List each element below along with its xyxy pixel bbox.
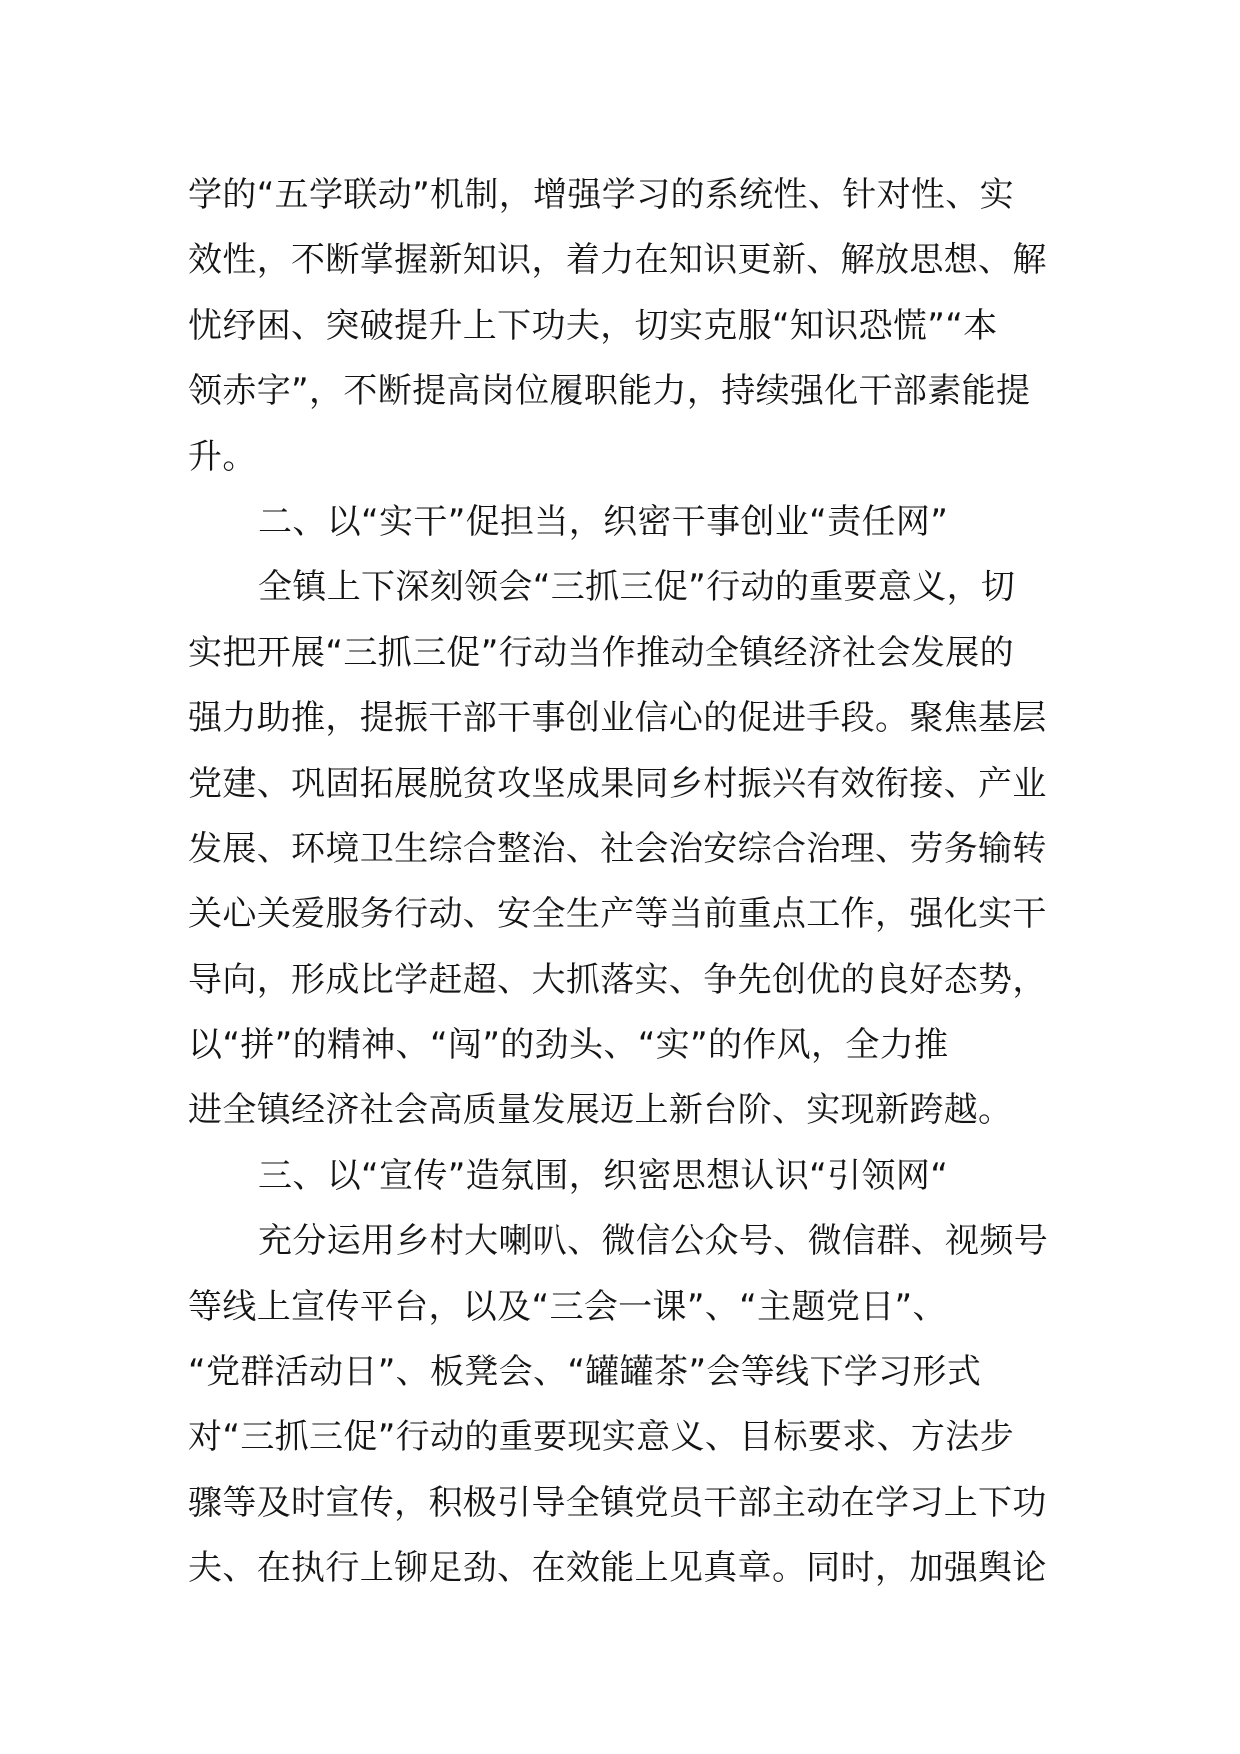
text-line: 学的“五学联动”机制，增强学习的系统性、针对性、实 (188, 175, 1014, 215)
text-line: 忧纾困、突破提升上下功夫，切实克服“知识恐慌”“本 (188, 305, 998, 346)
text-line: 发展、环境卫生综合整治、社会治安综合治理、劳务输转 (188, 828, 1047, 869)
text-line: 效性，不断掌握新知识，着力在知识更新、解放思想、解 (188, 240, 1047, 281)
text-line: 夫、在执行上铆足劲、在效能上见真章。同时，加强舆论 (188, 1548, 1047, 1589)
text-line: 三、以“宣传”造氛围，织密思想认识“引领网“ (258, 1155, 949, 1196)
text-line: 升。 (188, 436, 257, 477)
text-line: 对“三抓三促”行动的重要现实意义、目标要求、方法步 (188, 1417, 1014, 1458)
text-line: 全镇上下深刻领会“三抓三促”行动的重要意义，切 (258, 567, 1016, 608)
text-line: 导向，形成比学赶超、大抓落实、争先创优的良好态势， (188, 959, 1047, 1000)
document-body (188, 163, 1052, 1602)
text-line: “党群活动日”、板凳会、“罐罐茶”会等线下学习形式 (188, 1352, 982, 1393)
text-line: 等线上宣传平台，以及“三会一课”、“主题党日”、 (188, 1286, 947, 1327)
text-line: 党建、巩固拓展脱贫攻坚成果同乡村振兴有效衔接、产业 (188, 763, 1047, 804)
text-line: 进全镇经济社会高质量发展迈上新台阶、实现新跨越。 (188, 1090, 1013, 1131)
text-line: 以“拼”的精神、“闯”的劲头、“实”的作风，全力推 (188, 1025, 949, 1066)
text-line: 强力助推，提振干部干事创业信心的促进手段。聚焦基层 (188, 698, 1047, 739)
text-line: 领赤字”，不断提高岗位履职能力，持续强化干部素能提 (188, 371, 1031, 412)
text-line: 二、以“实干”促担当，织密干事创业“责任网” (258, 501, 949, 542)
text-line: 实把开展“三抓三促”行动当作推动全镇经济社会发展的 (188, 632, 1014, 673)
text-line: 骤等及时宣传，积极引导全镇党员干部主动在学习上下功 (188, 1482, 1047, 1523)
text-line: 关心关爱服务行动、安全生产等当前重点工作，强化实干 (188, 894, 1047, 935)
text-line: 充分运用乡村大喇叭、微信公众号、微信群、视频号 (258, 1221, 1049, 1262)
